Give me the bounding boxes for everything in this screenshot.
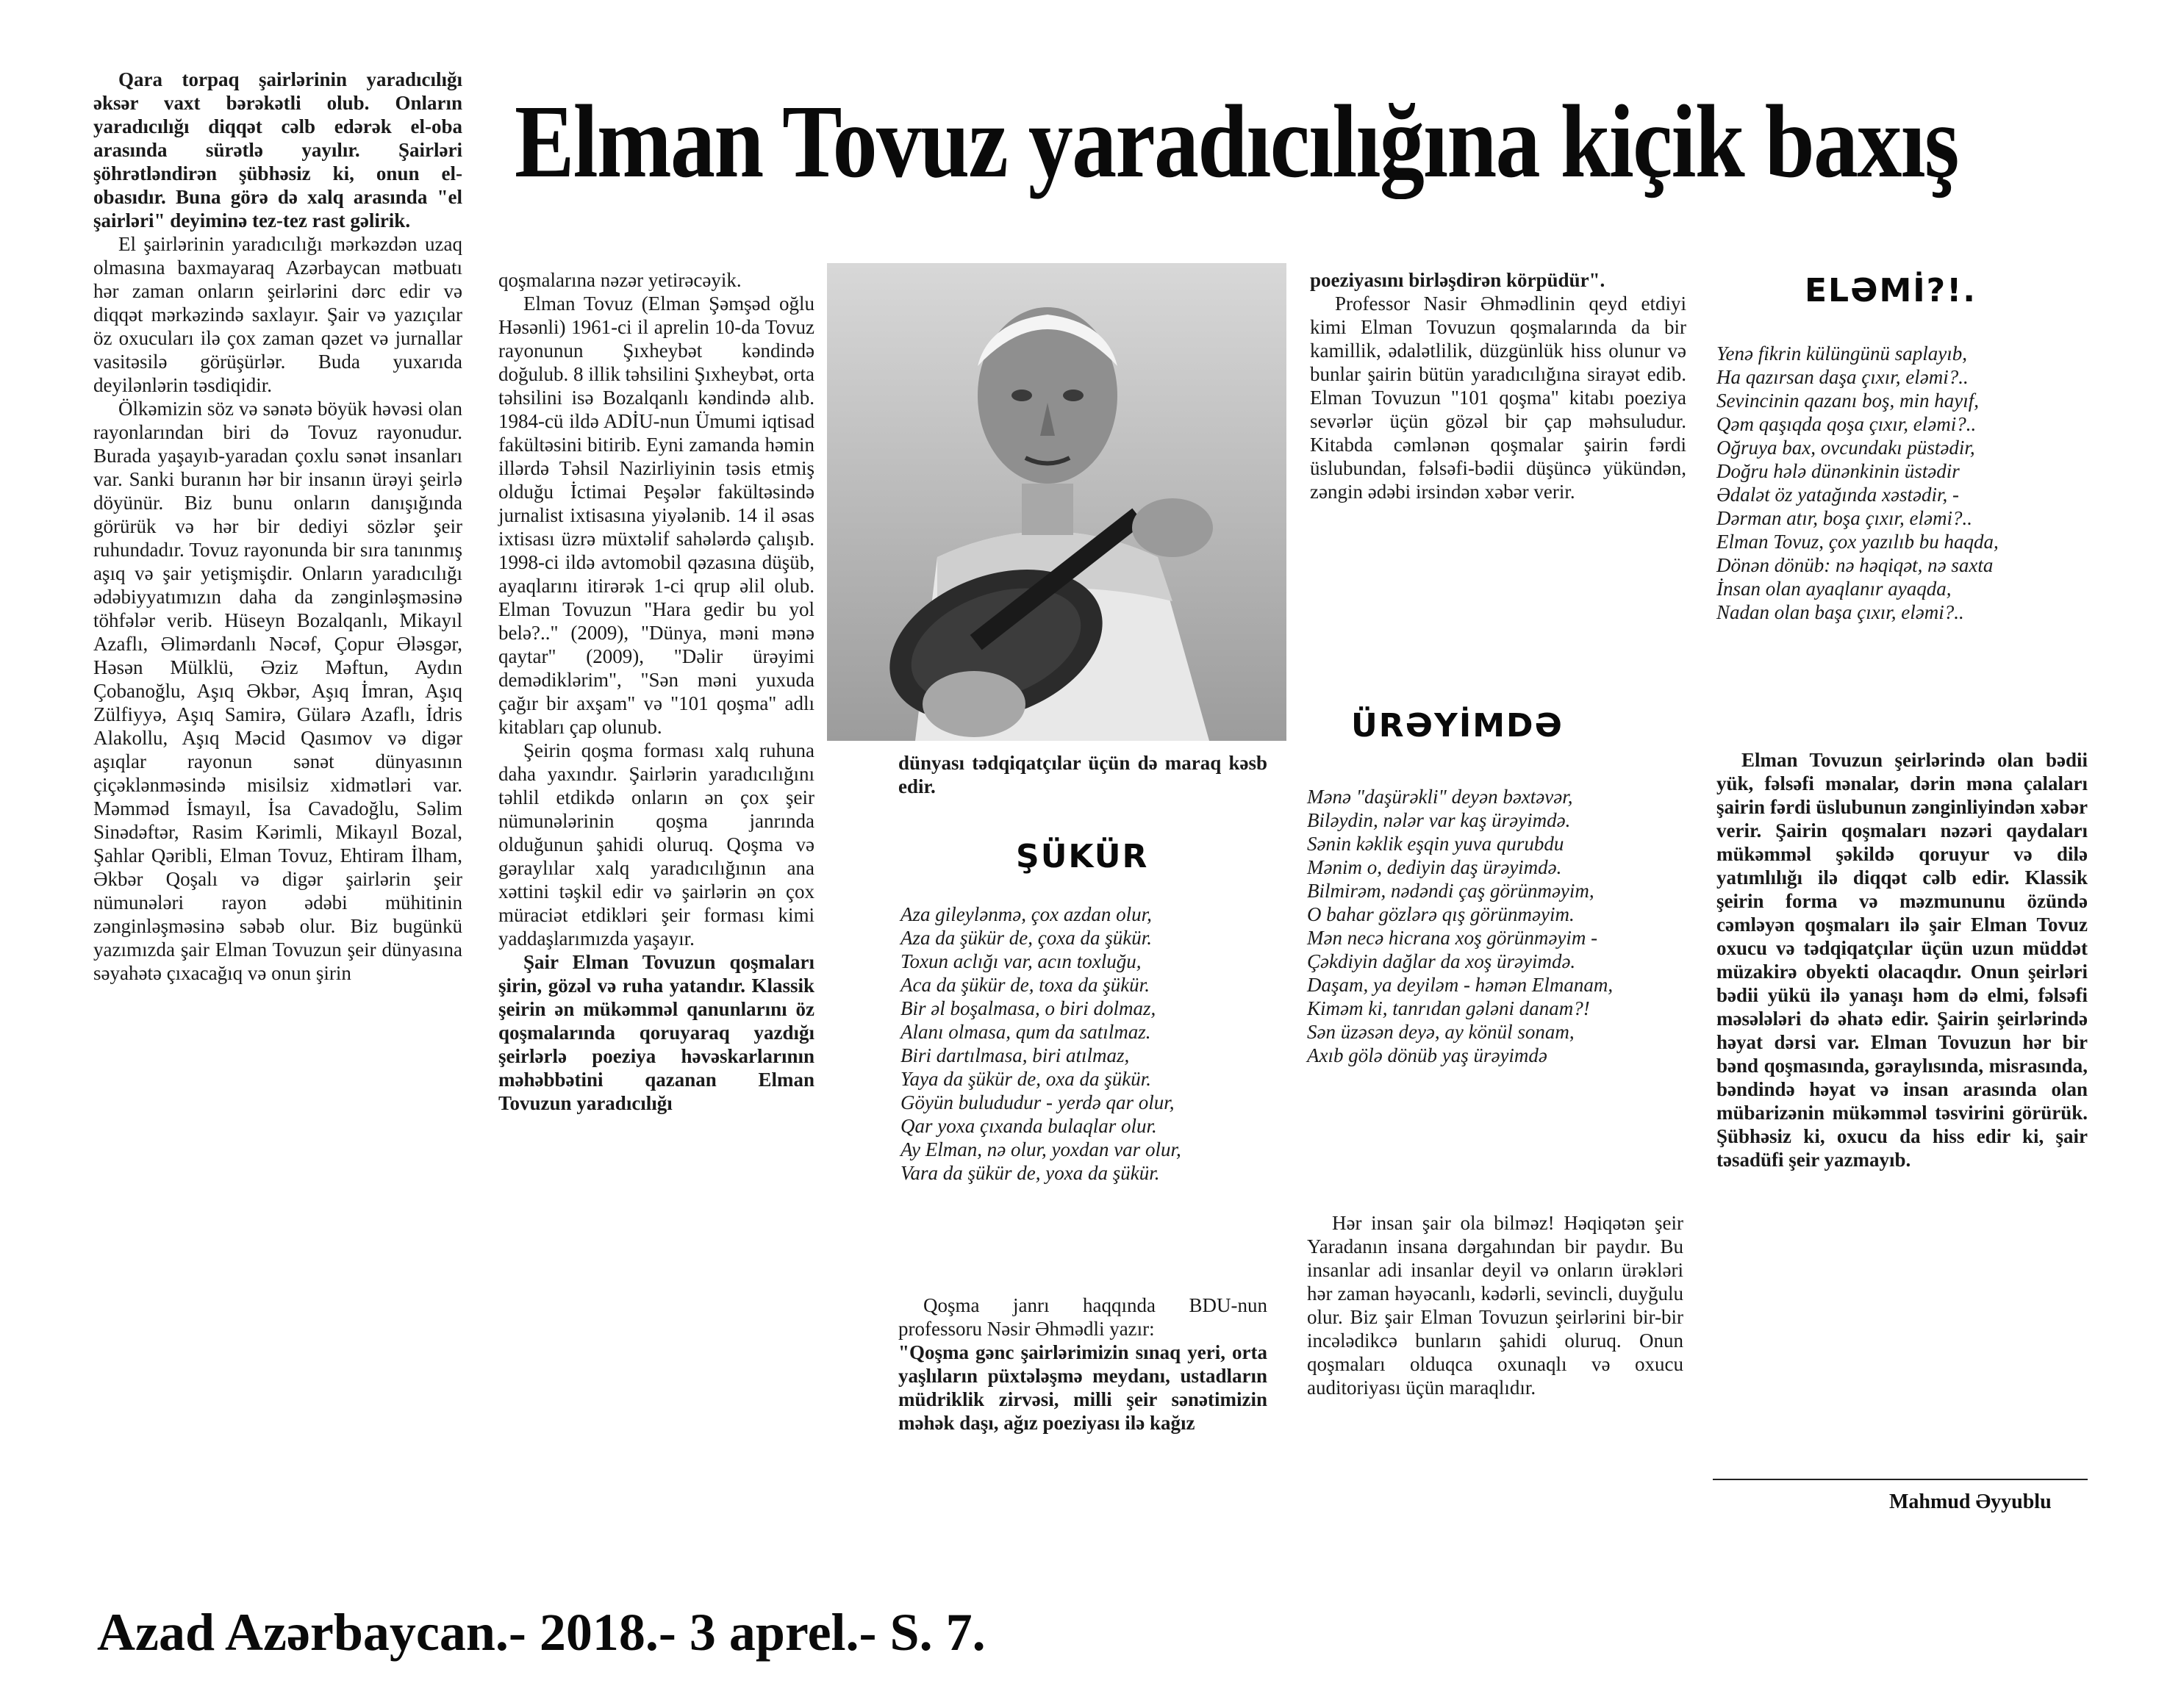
poem-line: Aca da şükür de, toxa da şükür.: [900, 974, 1150, 996]
signature-rule: [1713, 1479, 2088, 1480]
paragraph: Qoşma janrı haqqında BDU-nun professoru Nəsir Əhmədli yazır:: [898, 1294, 1267, 1340]
poem-line: Sənin kəklik eşqin yuva qurubdu: [1307, 833, 1564, 855]
author-photo: [827, 263, 1286, 741]
poem-line: Qəm qaşıqda qoşa çıxır, eləmi?..: [1716, 413, 1977, 435]
poem-line: Oğruya bax, ovcundakı püstədir,: [1716, 437, 1975, 459]
poem-line: Sən üzəsən deyə, ay könül sonam,: [1307, 1021, 1575, 1043]
poem-sukur: [900, 903, 1181, 1185]
column-4-lower: [1307, 1211, 1683, 1399]
headline: Elman Tovuz yaradıcılığına kiçik baxış: [515, 83, 1958, 199]
intro-paragraph: Qara torpaq şairlərinin yaradıcılığı əksər vaxt bərəkətli olub. Onların yaradıcılığı diqqət cəlb edərək el-oba arasında sürətlə yayılır. Şairləri şöhrətləndirən şübhəsiz ki, onun el-obasıdır. Buna görə də xalq arasında "el şairləri" deyiminə tez-tez rast gəlirik.: [93, 68, 462, 232]
poem-line: Aza gileylənmə, çox azdan olur,: [900, 903, 1152, 925]
poem-line: Biləydin, nələr var kaş ürəyimdə.: [1307, 809, 1571, 831]
poem-line: Yenə fikrin külüngünü saplayıb,: [1716, 342, 1967, 365]
poem-line: Biri dartılmasa, biri atılmaz,: [900, 1044, 1130, 1066]
poem-line: Daşam, ya deyiləm - həmən Elmanam,: [1307, 974, 1614, 996]
column-1: [93, 68, 462, 985]
poem-line: Sevincinin qazanı boş, min hayıf,: [1716, 390, 1979, 412]
column-2: [498, 268, 814, 1115]
poem-line: Qar yoxa çıxanda bulaqlar olur.: [900, 1115, 1157, 1137]
poem-line: Ədalət öz yatağında xəstədir, -: [1716, 484, 1959, 506]
paragraph: poeziyasını birləşdirən körpüdür".: [1310, 269, 1605, 291]
quote-paragraph: "Qoşma gənc şairlərimizin sınaq yeri, orta yaşlıların püxtələşmə meydanı, ustadların müdriklik zirvəsi, milli şeir sənətimizin məhək daşı, ağız poeziyası ilə kağız: [898, 1341, 1267, 1434]
paragraph: Şair Elman Tovuzun qoşmaları şirin, gözəl və ruha yatandır. Klassik şeirin ən mükəmməl qanunlarını öz qoşmalarında qoruyaraq yazdığı şeirlərlə poeziya həvəskarlarının məhəbbətini qazanan Elman Tovuzun yaradıcılığı: [498, 951, 814, 1114]
paragraph: qoşmalarına nəzər yetirəcəyik.: [498, 269, 742, 291]
poem-line: Alanı olmasa, qum da satılmaz.: [900, 1021, 1151, 1043]
poem-line: Çəkdiyin dağlar da xoş ürəyimdə.: [1307, 950, 1576, 972]
poem-line: Yaya da şükür de, oxa da şükür.: [900, 1068, 1151, 1090]
paragraph: Şeirin qoşma forması xalq ruhuna daha yaxındır. Şairlərin yaradıcılığını təhlil etdikdə onların ən çox şeir nümunələrinin qoşma janrında olduğunun şahidi oluruq. Qoşma və gəraylılar xalq yaradıcılığının ana xəttini təşkil edir və şairlərin ən çox müraciət etdikləri şeir forması kimi yaddaşlarımızda yaşayır.: [498, 739, 814, 950]
poem-line: Dərman atır, boşa çıxır, eləmi?..: [1716, 507, 1972, 529]
poem-line: Aza da şükür de, çoxa da şükür.: [900, 927, 1152, 949]
paragraph: dünyası tədqiqatçılar üçün də maraq kəsb edir.: [898, 752, 1267, 797]
paragraph: Ölkəmizin söz və sənətə böyük həvəsi olan rayonlarından biri də Tovuz rayonudur. Burada yaşayıb-yaradan çoxlu sənət insanları var. Sanki buranın hər bir insanın ürəyi şeirlə döyünür. Biz bunu onların danışığında görürük və hər bir dediyi sözlər şeir ruhundadır. Tovuz rayonunda bir sıra tanınmış aşıq və şair yetişmişdir. Onların yaradıcılığı ədəbiyyatımızın daha da zənginləşməsinə töhfələr verib. Hüseyn Bozalqanlı, Mikayıl Azaflı, Əlimərdanlı Nəcəf, Çopur Ələsgər, Həsən Mülklü, Əziz Məftun, Aydın Çobanoğlu, Aşıq Əkbər, Aşıq İmran, Aşıq Zülfiyyə, Aşıq Samirə, Gülarə Azaflı, İdris Alakollu, Aşıq Məcid Qasımov və digər aşıqlar rayonun sənət dünyasının çiçəklənməsində misilsiz xidmətləri var. Məmməd İsmayıl, İsa Cavadoğlu, Səlim Sinədəftər, Rasim Kərimli, Mikayıl Bozal, Şahlar Qəribli, Elman Tovuz, Ehtiram İlham, Əkbər Qoşalı və digər şairlərin şeir nümunələri rayon ədəbi mühitinin zənginləşməsinə səbəb olur. Biz bugünkü yazımızda şair Elman Tovuzun şeir dünyasına səyahətə çıxacağıq və onun şirin: [93, 398, 462, 984]
poem-line: Bilmirəm, nədəndi çaş görünməyim,: [1307, 880, 1594, 902]
column-3-lower: [898, 1293, 1267, 1435]
poem-line: Mənə "daşürəkli" deyən bəxtəvər,: [1307, 786, 1573, 808]
paragraph: El şairlərinin yaradıcılığı mərkəzdən uzaq olmasına baxmayaraq Azərbaycan mətbuatı hər zaman onların şeirlərini dərc edir və diqqət mərkəzində saxlayır. Şair və yazıçılar öz oxucuları ilə çox zaman qəzet və jurnallar vasitəsilə görüşürlər. Buda yuxarıda deyilənlərin təsdiqidir.: [93, 233, 462, 396]
poem-line: Bir əl boşalmasa, o biri dolmaz,: [900, 997, 1156, 1019]
poem-line: Mən necə hicrana xoş görünməyim -: [1307, 927, 1598, 949]
poem-ureyimde: [1307, 785, 1613, 1067]
poem-line: İnsan olan ayaqlanır ayaqda,: [1716, 578, 1952, 600]
poem-title-sukur: ŞÜKÜR: [1016, 838, 1149, 875]
column-4: [1310, 268, 1686, 503]
poem-line: Ay Elman, nə olur, yoxdan var olur,: [900, 1138, 1181, 1160]
poem-line: Elman Tovuz, çox yazılıb bu haqda,: [1716, 531, 1999, 553]
poem-line: Vara da şükür de, yoxa da şükür.: [900, 1162, 1160, 1184]
poem-line: Doğru hələ dünənkinin üstədir: [1716, 460, 1960, 482]
man-with-saz-photo: [827, 263, 1286, 741]
poem-line: Axıb gölə dönüb yaş ürəyimdə: [1307, 1044, 1547, 1066]
poem-line: O bahar gözlərə qış görünməyim.: [1307, 903, 1575, 925]
author-signature: Mahmud Əyyublu: [1889, 1490, 2052, 1513]
poem-line: Göyün bulududur - yerdə qar olur,: [900, 1091, 1175, 1113]
poem-line: Ha qazırsan daşa çıxır, eləmi?..: [1716, 366, 1969, 388]
poem-elemi: [1716, 342, 1999, 624]
paragraph: Elman Tovuz (Elman Şəmşəd oğlu Həsənli) 1961-ci il aprelin 10-da Tovuz rayonunun Şıxheybət kəndində doğulub. 8 illik təhsilini Şıxheybət, orta təhsilini isə Bozalqanlı kəndində alıb. 1984-cü ildə ADİU-nun Ümumi iqtisad fakültəsini bitirib. Eyni zamanda həmin illərdə Təhsil Nazirliyinin təsis etmiş olduğu İctimai Peşələr fakültəsində jurnalist ixtisasına yiyələnib. 14 il əsas ixtisası üzrə müxtəlif sahələrdə çalışıb. 1998-ci ildə avtomobil qəzasına düşüb, ayaqlarını itirərək 1-ci qrup əlil olub. Elman Tovuzun "Hara gedir bu yol belə?.." (2009), "Dünya, məni mənə qaytar" (2009), "Dəlir ürəyimi demədiklərim", "Sən məni yuxuda çağır bir axşam" və "101 qoşma" adlı kitabları çap olunub.: [498, 293, 814, 738]
poem-line: Toxun aclığı var, acın toxluğu,: [900, 950, 1142, 972]
poem-line: Nadan olan başa çıxır, eləmi?..: [1716, 601, 1964, 623]
paragraph: Hər insan şair ola bilməz! Həqiqətən şeir Yaradanın insana dərgahından bir paydır. Bu insanlar adi insanlar deyil və onların ürəkləri hər zaman həyəcanlı, kədərli, sevincli, duyğulu olur. Biz şair Elman Tovuzun şeirlərini bir-bir incələdikcə bunların şahidi oluruq. Onun qoşmaları olduqca oxunaqlı və oxucu auditoriyası üçün maraqlıdır.: [1307, 1212, 1683, 1399]
source-citation: Azad Azərbaycan.- 2018.- 3 aprel.- S. 7.: [97, 1603, 986, 1662]
paragraph: Elman Tovuzun şeirlərində olan bədii yük, fəlsəfi mənalar, dərin məna çalaları şairin fərdi üslubunun zənginliyindən xəbər verir. Şairin qoşmaları nəzəri qaydaları mükəmməl şəkildə qoruyur və dilə yatımlılığı ilə diqqət cəlb edir. Klassik şeirin forma və məzmununu özündə cəmləyən qoşmaları ilə şair Elman Tovuz oxucu və tədqiqatçılar üçün uzun müddət müzakirə obyekti olacaqdır. Onun şeirləri bədii yükü ilə yanaşı həm də elmi, fəlsəfi məsələləri də əhatə edir. Şairin şeirlərində həyat dərsi var. Elman Tovuzun hər bir bənd qoşmasında, gəraylısında, misrasında, bəndində həyat və insan arasında olan mübarizənin mükəmməl təsvirini görürük. Şübhəsiz ki, oxucu da hiss edir ki, şair təsadüfi şeir yazmayıb.: [1716, 749, 2088, 1171]
column-3: [898, 751, 1267, 798]
poem-line: Dönən dönüb: nə həqiqət, nə saxta: [1716, 554, 1994, 576]
paragraph: Professor Nasir Əhmədlinin qeyd etdiyi kimi Elman Tovuzun qoşmalarında da bir kamillik, ədalətlilik, düzgünlük hiss olunur və bunlar şairin bütün yaradıcılığına sirayət edib. Elman Tovuzun "101 qoşma" kitabı poeziya sevərlər üçün gözəl bir çap məhsuludur. Kitabda cəmlənən qoşmalar şairin fərdi üslubundan, fəlsəfi-bədii düşüncə yükündən, zəngin ədəbi irsindən xəbər verir.: [1310, 293, 1686, 503]
poem-title-ureyimde: ÜRƏYİMDƏ: [1351, 707, 1564, 744]
poem-line: Mənim o, dediyin daş ürəyimdə.: [1307, 856, 1562, 878]
column-5: [1716, 748, 2088, 1171]
poem-title-elemi: ELƏMİ?!.: [1805, 272, 1977, 309]
poem-line: Kiməm ki, tanrıdan gələni danam?!: [1307, 997, 1590, 1019]
